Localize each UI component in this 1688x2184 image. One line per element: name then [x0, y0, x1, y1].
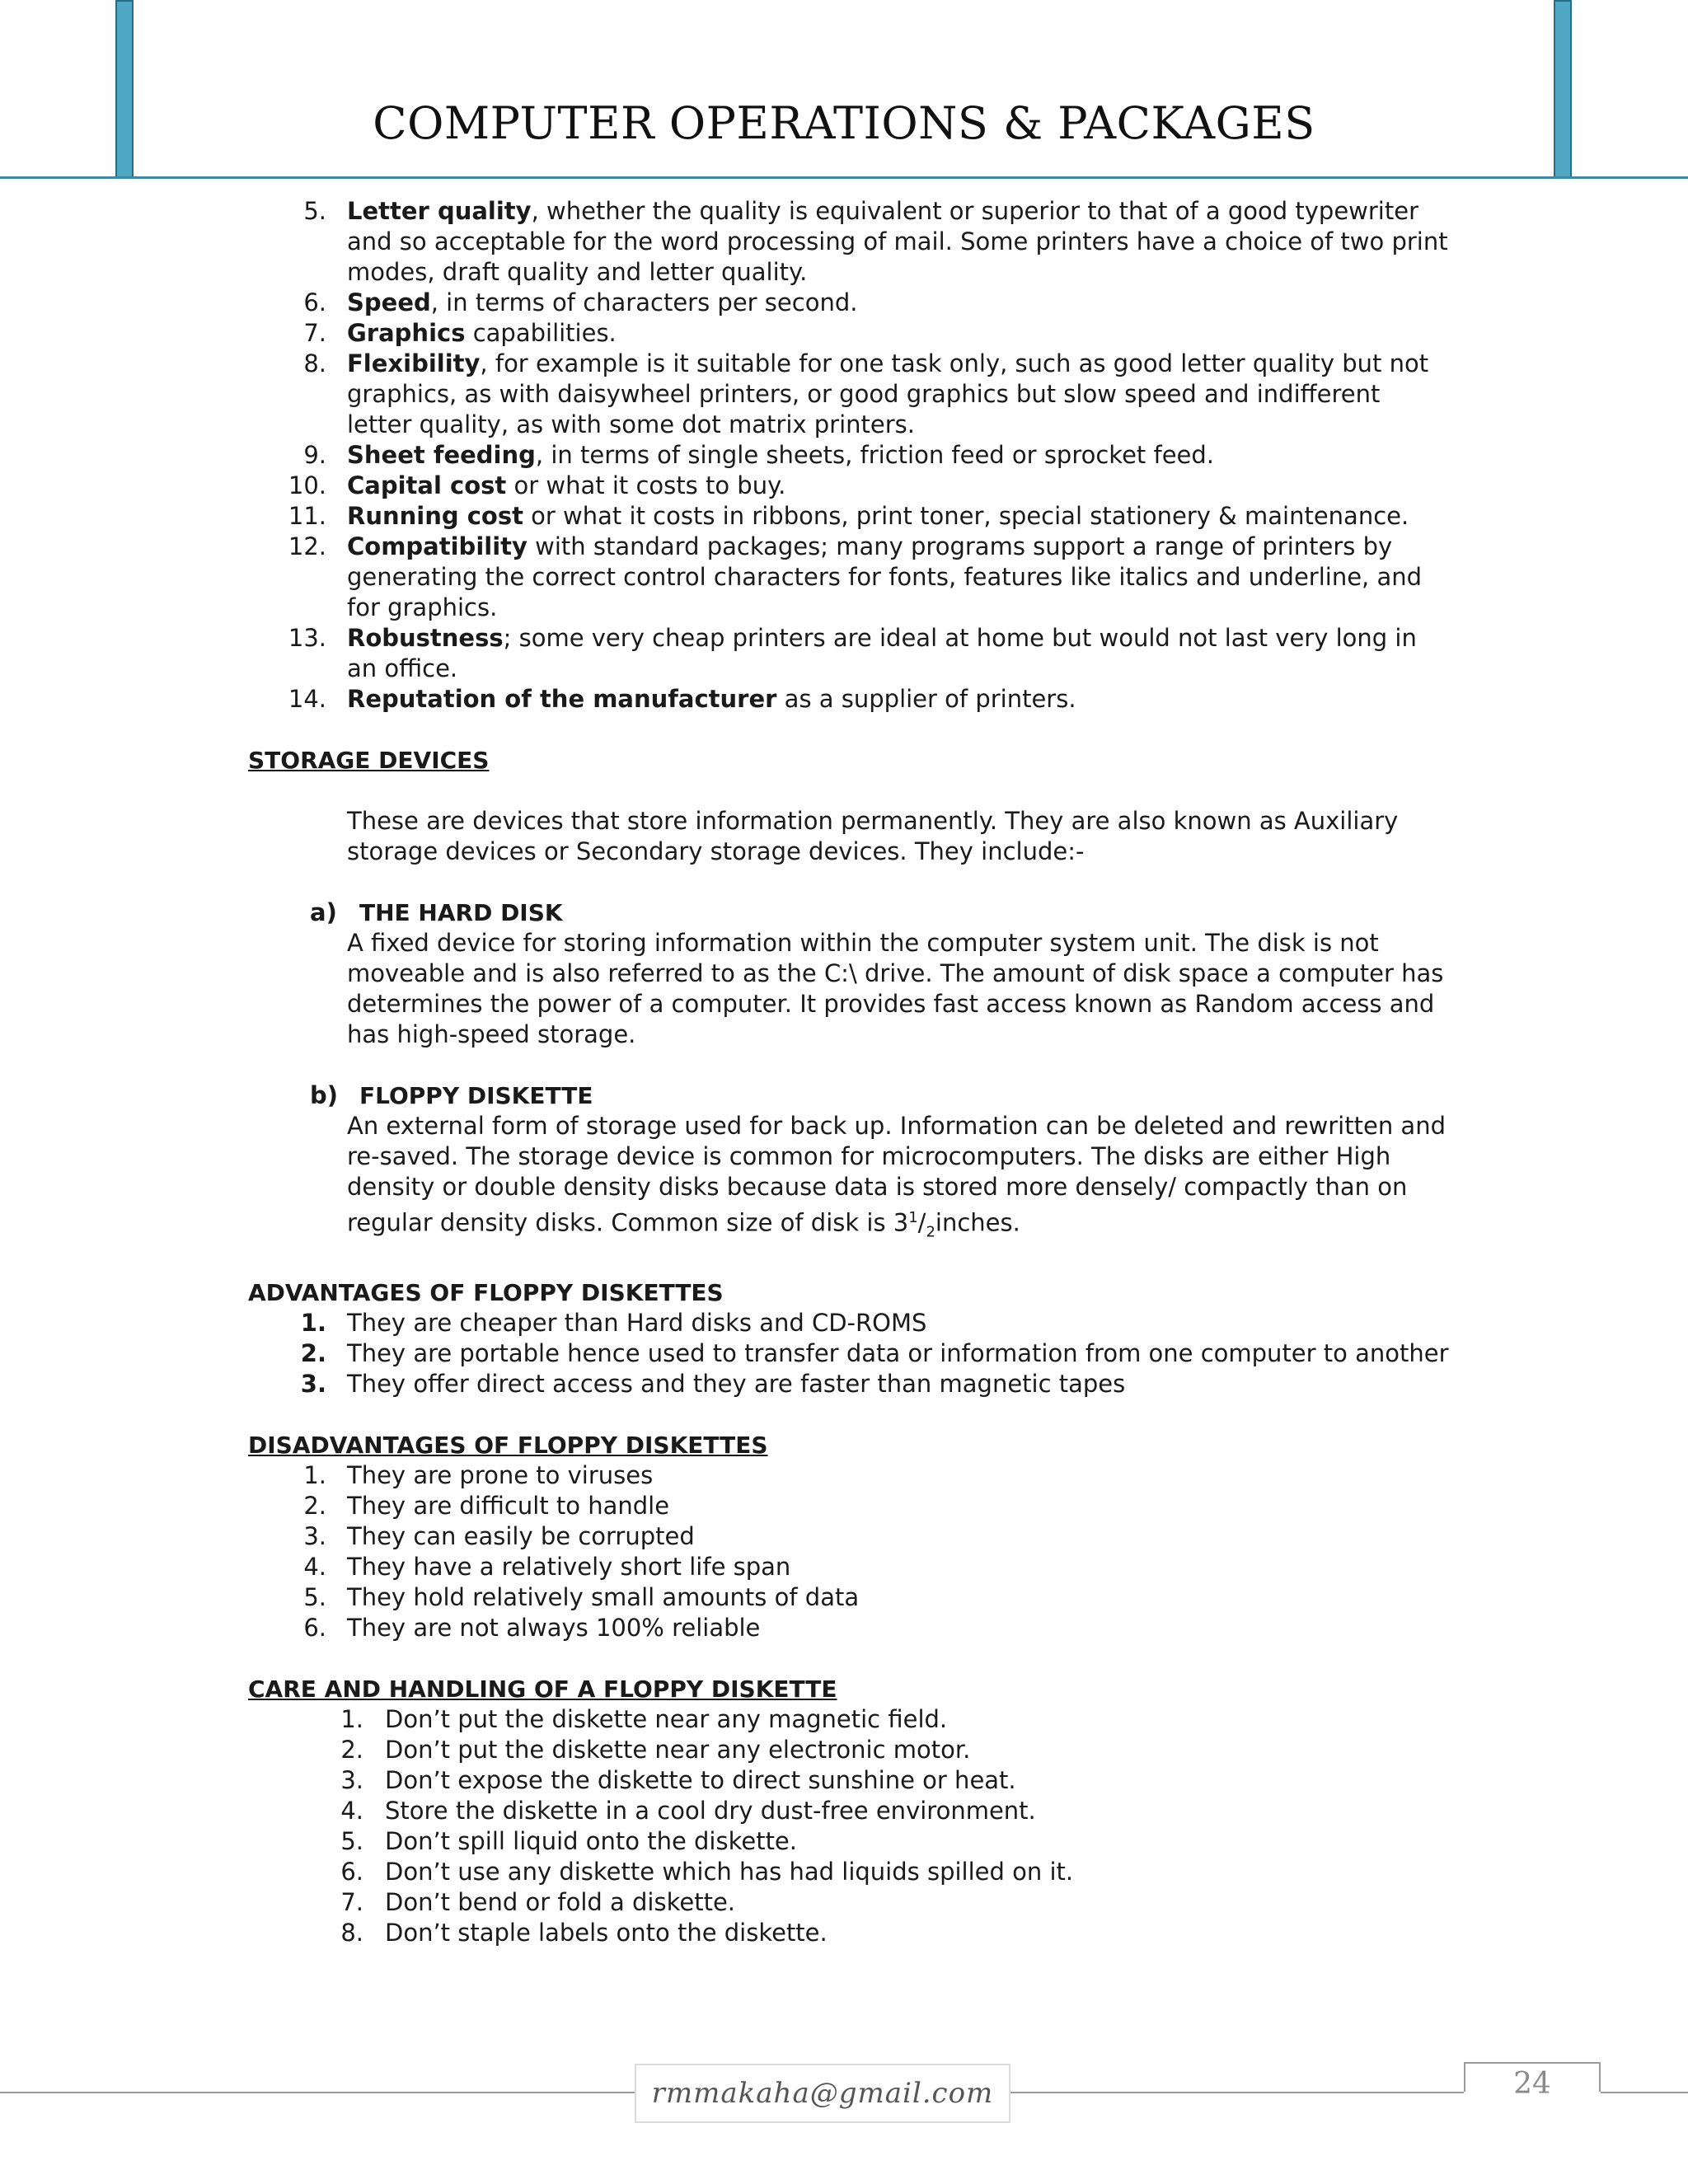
header-left-bar [115, 0, 134, 178]
floppy-text: An external form of storage used for back up. Information can be deleted and rewritten and re-saved. The storage device is common for microcomputers. The disks are either High density or double density disks because data is stored more densely/ compactly than on regular density disks. Common size of disk is 3 [347, 1112, 1446, 1237]
item-text: They are cheaper than Hard disks and CD-ROMS [347, 1309, 927, 1338]
item-number: 8. [340, 1919, 363, 1947]
subsection-text: A fixed device for storing information within the computer system unit. The disk is not moveable and is also referred to as the C:\ drive. The amount of disk space a computer has determines the power of a computer. It provides fast access known as Random access and has high-speed storage. [347, 929, 1444, 1048]
list-item [248, 532, 1451, 623]
page-number: 24 [1513, 2067, 1551, 2101]
item-text: Don’t staple labels onto the diskette. [385, 1919, 828, 1947]
list-item [248, 1369, 1451, 1399]
item-text: They are difficult to handle [347, 1492, 670, 1521]
list-item [248, 1918, 1451, 1948]
item-number: 8. [303, 349, 326, 377]
item-term: Sheet feeding [347, 441, 536, 469]
footer-divider-right [1601, 2092, 1688, 2093]
item-text: , in terms of single sheets, friction feed or sprocket feed. [535, 441, 1215, 469]
item-term: Capital cost [347, 471, 507, 499]
storage-intro: These are devices that store information permanently. They are also known as Auxiliary storage devices or Secondary storage devices. They include:- [347, 807, 1399, 865]
item-text: They are not always 100% reliable [347, 1614, 761, 1643]
item-number: 9. [303, 441, 326, 469]
section-heading-advantages: ADVANTAGES OF FLOPPY DISKETTES [248, 1279, 724, 1307]
list-item [248, 1826, 1451, 1857]
list-item [248, 1735, 1451, 1765]
subsection-floppy [248, 1080, 1451, 1247]
care-list [248, 1704, 1451, 1948]
item-term: Letter quality [347, 197, 532, 225]
list-item [248, 1491, 1451, 1521]
item-number: 4. [303, 1553, 326, 1582]
list-item [248, 288, 1451, 318]
footer-divider-left [0, 2092, 635, 2093]
item-number: 13. [288, 624, 326, 652]
item-text: , in terms of characters per second. [430, 288, 858, 316]
item-number: 6. [303, 1614, 326, 1643]
item-text: They offer direct access and they are faster than magnetic tapes [347, 1370, 1126, 1399]
subsection-title: THE HARD DISK [359, 899, 563, 926]
list-item [248, 318, 1451, 349]
list-item [248, 1857, 1451, 1887]
list-item [248, 1765, 1451, 1796]
list-item [248, 1460, 1451, 1491]
item-term: Graphics [347, 319, 466, 347]
item-number: 2. [303, 1492, 326, 1521]
subsection-label: b) [310, 1081, 339, 1109]
item-text: , whether the quality is equivalent or superior to that of a good typewriter and so acceptable for the word processing of mail. Some printers have a choice of two print modes, draft quality and letter quality. [347, 197, 1448, 286]
list-item [248, 440, 1451, 471]
list-item [248, 501, 1451, 532]
list-item [248, 1704, 1451, 1735]
item-number: 3. [303, 1522, 326, 1551]
item-text: with standard packages; many programs support a range of printers by generating the correct control characters for fonts, features like italics and underline, and for graphics. [347, 532, 1423, 621]
item-text: Don’t put the diskette near any magnetic field. [385, 1705, 948, 1734]
item-text: They are prone to viruses [347, 1461, 654, 1490]
list-item [248, 471, 1451, 501]
advantages-list [248, 1308, 1451, 1399]
list-item [248, 1582, 1451, 1613]
item-number: 11. [288, 502, 326, 530]
item-number: 1. [340, 1705, 363, 1734]
item-term: Compatibility [347, 532, 528, 560]
subsection-hard-disk [248, 898, 1451, 1050]
item-term: Flexibility [347, 349, 481, 377]
item-text: Store the diskette in a cool dry dust-free environment. [385, 1797, 1036, 1825]
section-heading-disadvantages: DISADVANTAGES OF FLOPPY DISKETTES [248, 1432, 768, 1460]
list-item [248, 1796, 1451, 1826]
list-item [248, 1521, 1451, 1552]
list-item [248, 684, 1451, 715]
item-text: Don’t use any diskette which has had liquids spilled on it. [385, 1858, 1074, 1886]
list-item [248, 623, 1451, 684]
item-text: Don’t spill liquid onto the diskette. [385, 1827, 797, 1856]
printer-criteria-list [248, 196, 1451, 715]
list-item [248, 1887, 1451, 1918]
item-term: Reputation of the manufacturer [347, 685, 777, 713]
item-number: 6. [303, 288, 326, 316]
item-number: 2. [300, 1339, 326, 1368]
subsection-label: a) [310, 898, 337, 926]
item-text: They are portable hence used to transfer data or information from one computer to another [347, 1339, 1449, 1368]
item-number: 4. [340, 1797, 363, 1825]
list-item [248, 1613, 1451, 1643]
item-number: 10. [288, 471, 326, 499]
disadvantages-list [248, 1460, 1451, 1643]
list-item [248, 1308, 1451, 1338]
item-text: ; some very cheap printers are ideal at home but would not last very long in an office. [347, 624, 1417, 682]
item-text: Don’t put the diskette near any electronic motor. [385, 1736, 971, 1765]
document-body [248, 196, 1451, 1948]
item-text: They have a relatively short life span [347, 1553, 791, 1582]
item-number: 12. [288, 532, 326, 560]
section-heading-storage: STORAGE DEVICES [248, 747, 490, 774]
item-text: Don’t expose the diskette to direct sunshine or heat. [385, 1766, 1016, 1795]
subsection-title: FLOPPY DISKETTE [359, 1082, 593, 1109]
item-number: 6. [340, 1858, 363, 1886]
item-number: 7. [340, 1888, 363, 1917]
section-heading-care: CARE AND HANDLING OF A FLOPPY DISKETTE [248, 1675, 837, 1704]
item-number: 5. [340, 1827, 363, 1856]
item-text: capabilities. [465, 319, 617, 347]
item-term: Robustness [347, 624, 504, 652]
header-right-bar [1554, 0, 1572, 178]
list-item [248, 349, 1451, 440]
page-title: COMPUTER OPERATIONS & PACKAGES [373, 97, 1315, 149]
footer-divider-middle [1010, 2092, 1464, 2093]
fraction-denominator: 2 [926, 1223, 935, 1241]
list-item [248, 1552, 1451, 1582]
item-text: or what it costs to buy. [506, 471, 786, 499]
item-text: Don’t bend or fold a diskette. [385, 1888, 736, 1917]
item-number: 7. [303, 319, 326, 347]
subsection-text [347, 1111, 1451, 1247]
item-number: 2. [340, 1736, 363, 1765]
item-number: 1. [300, 1309, 326, 1338]
item-term: Speed [347, 288, 431, 316]
footer-email: rmmakaha@gmail.com [635, 2064, 1010, 2123]
item-number: 3. [340, 1766, 363, 1795]
item-text: as a supplier of printers. [776, 685, 1076, 713]
item-number: 1. [303, 1461, 326, 1490]
item-number: 5. [303, 1583, 326, 1612]
item-number: 3. [300, 1370, 326, 1399]
item-text: They can easily be corrupted [347, 1522, 695, 1551]
item-text: , for example is it suitable for one task only, such as good letter quality but not graphics, as with daisywheel printers, or good graphics but slow speed and indifferent letter quality, as with some dot matrix printers. [347, 349, 1429, 438]
item-text: or what it costs in ribbons, print toner, special stationery & maintenance. [523, 502, 1409, 530]
item-text: They hold relatively small amounts of data [347, 1583, 860, 1612]
item-number: 14. [288, 685, 326, 713]
item-term: Running cost [347, 502, 523, 530]
floppy-text-tail: inches. [935, 1208, 1020, 1237]
list-item [248, 1338, 1451, 1369]
list-item [248, 196, 1451, 288]
fraction-numerator: 1 [908, 1209, 918, 1226]
item-number: 5. [303, 197, 326, 225]
header-divider [0, 176, 1688, 179]
fraction-separator: / [917, 1208, 926, 1237]
